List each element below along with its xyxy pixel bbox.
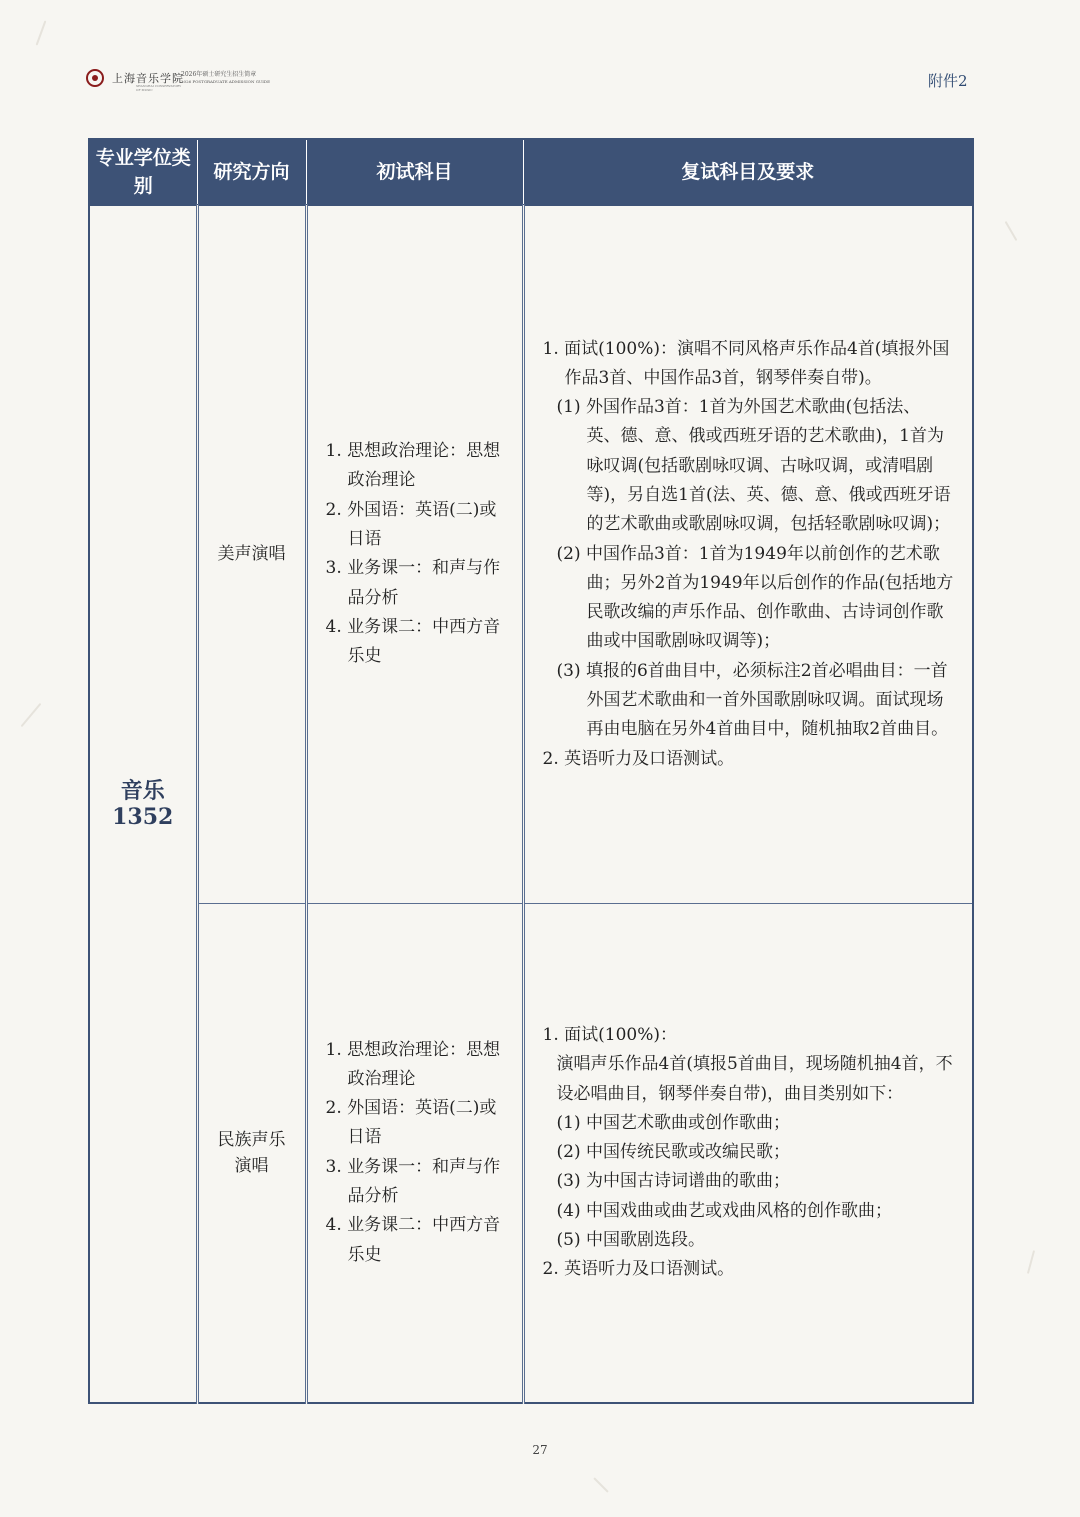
requirement-item: 1. 面试(100%)： [542,1024,677,1045]
requirement-item: 1. 面试(100%)：演唱不同风格声乐作品4首(填报外国作品3首、中国作品3首，钢琴伴奏自带)。 [542,338,950,388]
degree-code: 1352 [112,804,174,830]
list-item: 2. 外国语：英语(二)或日语 [325,499,497,549]
list-item: 2. 外国语：英语(二)或日语 [325,1098,497,1148]
degree-cell [89,205,197,1403]
requirement-subitem: (5) 中国歌剧选段。 [556,1229,705,1250]
header-degree-type: 专业学位类别 [89,139,197,205]
requirement-subitem: (2) 中国作品3首：1首为1949年以前创作的艺术歌曲；另外2首为1949年以后创作的作品(包括地方民歌改编的声乐作品、创作歌曲、古诗词创作歌曲或中国歌剧咏叹调等)； [556,543,954,652]
paper-texture [593,1477,609,1493]
requirements-cell [523,205,973,903]
school-seal-icon [86,69,104,87]
attachment-label: 附件2 [928,72,968,90]
prelim-cell [306,205,523,903]
direction-cell: 民族声乐演唱 [197,903,306,1403]
paper-texture [21,703,42,727]
school-name: 上海音乐学院 [112,72,184,85]
requirement-item: 2. 英语听力及口语测试。 [542,748,735,769]
header-prelim-subjects: 初试科目 [306,139,523,205]
requirement-subitem: (3) 填报的6首曲目中，必须标注2首必唱曲目：一首外国艺术歌曲和一首外国歌剧咏叹调。面试现场再由电脑在另外4首曲目中，随机抽取2首曲目。 [556,660,949,740]
school-english-name: SHANGHAI CONSERVATORY OF MUSIC [136,84,182,92]
table-row [89,903,973,1403]
guide-title-en: 2026 POSTGRADUATE ADMISSION GUIDE [181,79,270,84]
requirement-subitem: (1) 外国作品3首：1首为外国艺术歌曲(包括法、英、德、意、俄或西班牙语的艺术歌曲)，1首为咏叹调(包括歌剧咏叹调、古咏叹调，或清唱剧等)，另自选1首(法、英、德、意、俄或西班牙语的艺术歌曲或歌剧咏叹调，包括轻歌剧咏叹调)； [556,397,951,535]
paper-texture [36,20,47,45]
list-item: 1. 思想政治理论：思想政治理论 [325,1039,501,1089]
requirements-table [88,138,974,1404]
header-retest-requirements: 复试科目及要求 [523,139,973,205]
requirements-cell [523,903,973,1403]
table-header-row [89,139,973,205]
page-number: 27 [532,1443,548,1457]
prelim-list [308,1036,522,1270]
prelim-cell [306,903,523,1403]
school-logo [86,69,184,92]
guide-title [181,71,270,84]
requirement-subitem: (1) 中国艺术歌曲或创作歌曲； [556,1112,790,1133]
requirements-text [525,335,973,774]
requirement-detail: 演唱声乐作品4首(填报5首曲目，现场随机抽4首，不设必唱曲目，钢琴伴奏自带)，曲目类别如下： [556,1054,953,1104]
degree-name: 音乐 [120,778,165,804]
header-direction: 研究方向 [197,139,306,205]
list-item: 4. 业务课二：中西方音乐史 [325,1215,501,1265]
guide-title-cn: 2026年硕士研究生招生简章 [181,71,257,78]
requirement-subitem: (2) 中国传统民歌或改编民歌； [556,1142,790,1163]
requirement-subitem: (4) 中国戏曲或曲艺或戏曲风格的创作歌曲； [556,1200,892,1221]
requirement-subitem: (3) 为中国古诗词谱曲的歌曲； [556,1171,790,1192]
paper-texture [1005,221,1018,241]
paper-texture [1027,1250,1035,1274]
prelim-list [308,437,522,671]
list-item: 4. 业务课二：中西方音乐史 [325,616,501,667]
list-item: 3. 业务课一：和声与作品分析 [325,1156,501,1207]
requirements-text [525,1021,973,1285]
requirement-item: 2. 英语听力及口语测试。 [542,1259,735,1280]
table-row [89,205,973,903]
list-item: 3. 业务课一：和声与作品分析 [325,558,501,608]
direction-cell: 美声演唱 [197,205,306,903]
list-item: 1. 思想政治理论：思想政治理论 [325,441,501,491]
